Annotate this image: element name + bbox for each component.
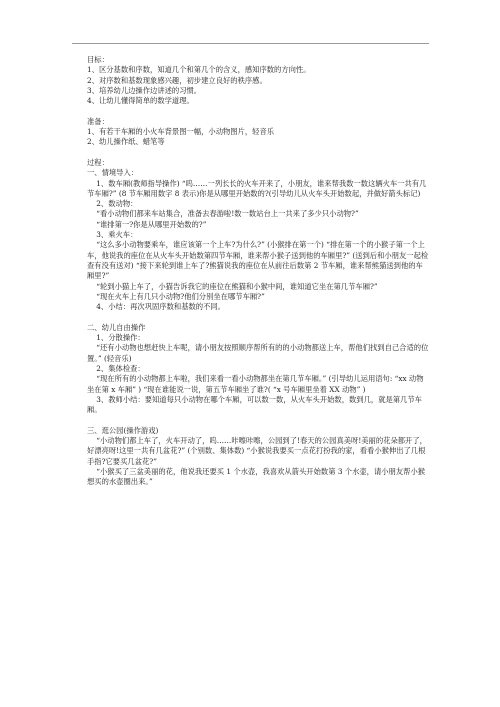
paragraph: “还有小动物也想赶快上车呢，请小朋友按照顺序帮所有的的小动物都送上车，帮他们找到自己合适的位置。” (轻音乐) [87,343,429,363]
paragraph: 4、小结：再次巩固序数和基数的不同。 [87,302,225,312]
paragraph: “看小动物们都来车站集合，准备去春游啦!数一数站台上一共来了多少只小动物?” [87,209,359,219]
paragraph: “现在所有的小动物都上车啦，我们来看一看小动物都坐在第几节车厢。” (引导幼儿运用语句: “xx 动物坐在第 x 车厢” ) “现在谁能说一说，第五节车厢坐了谁?( “x 号车厢里坐着 XX 动物” ) [87,374,424,394]
paragraph: 3、乘火车： [87,230,138,240]
paragraph: “小猴买了三盆美丽的花，他说我还要买 1 个水壶，我喜欢从箭头开始数第 3 个水壶，请小朋友帮小猴想买的水壶圈出来。” [87,466,426,487]
paragraph: “谁排第一?你是从哪里开始数的?” [87,219,207,229]
header-rule [72,43,429,44]
goal-item: 4、让幼儿懂得简单的数学道理。 [87,96,194,106]
paragraph: 2、数动物： [87,199,138,209]
section-title: 一、情境导入： [87,168,139,178]
paragraph: 1、分散操作： [87,333,145,343]
paragraph: “轮到小猫上车了，小猫告诉我它的座位在熊猫和小猴中间，谁知道它坐在第几节车厢?” [87,281,378,291]
section-title: 二、幼儿自由操作 [87,322,146,332]
goal-item: 2、对序数和基数现象感兴趣，初步建立良好的秩序感。 [87,75,267,85]
paragraph: “小动物们都上车了，火车开动了，呜……咔嚓咔嚓，公园到了!春天的公园真美呀!美丽的花朵都开了，好漂亮呀!这里一共有几盆花?” (个别数、集体数) “小猴说我要买一点花打扮我的家，看看小猴伸出了几根手指?它要买几盆花?” [87,435,427,466]
paragraph: 3、教师小结：要知道每只小动物在哪个车厢，可以数一数，从火车头开始数，数到几，就是第几节车厢。 [87,394,422,415]
document-body [87,55,429,487]
prep-item: 2、幼儿操作纸、蜡笔等 [87,137,165,147]
section-title: 三、逛公园(操作游戏) [87,425,159,435]
goal-item: 3、培养幼儿边操作边讲述的习惯。 [87,85,202,95]
paragraph: “这么多小动物要乘车，谁应该第一个上车?为什么?” (小猴排在第一个) “排在第一个的小猴子第一个上车，他说我的座位在从火车头开始数第四节车厢，谁来帮小猴子送到他的车厢里?” (送到后和小朋友一起检查有没有送对) “接下来轮到谁上车了?熊猫说我的座位在从前往后数第 2 节车厢，谁来帮熊猫送到他的车厢里?” [87,240,429,281]
paragraph: 2、集体检查： [87,363,145,373]
prep-item: 1、有若干车厢的小火车背景图一幅，小动物图片，轻音乐 [87,127,275,137]
prep-heading: 准备： [87,116,109,126]
goals-heading: 目标： [87,55,109,64]
process-heading: 过程： [87,157,109,167]
paragraph: “现在火车上有几只小动物?他们分别坐在哪节车厢?” [87,291,265,301]
paragraph: 1、数车厢(教师指导操作) “呜……一列长长的火车开来了，小朋友，谁来帮我数一数这辆火车一共有几节车厢?” (8 节车厢用数字 8 表示)你是从哪里开始数的?(引导幼儿从火车头开始数起，并做好箭头标记) [87,178,427,198]
goal-item: 1、区分基数和序数，知道几个和第几个的含义，感知序数的方向性。 [87,65,311,75]
